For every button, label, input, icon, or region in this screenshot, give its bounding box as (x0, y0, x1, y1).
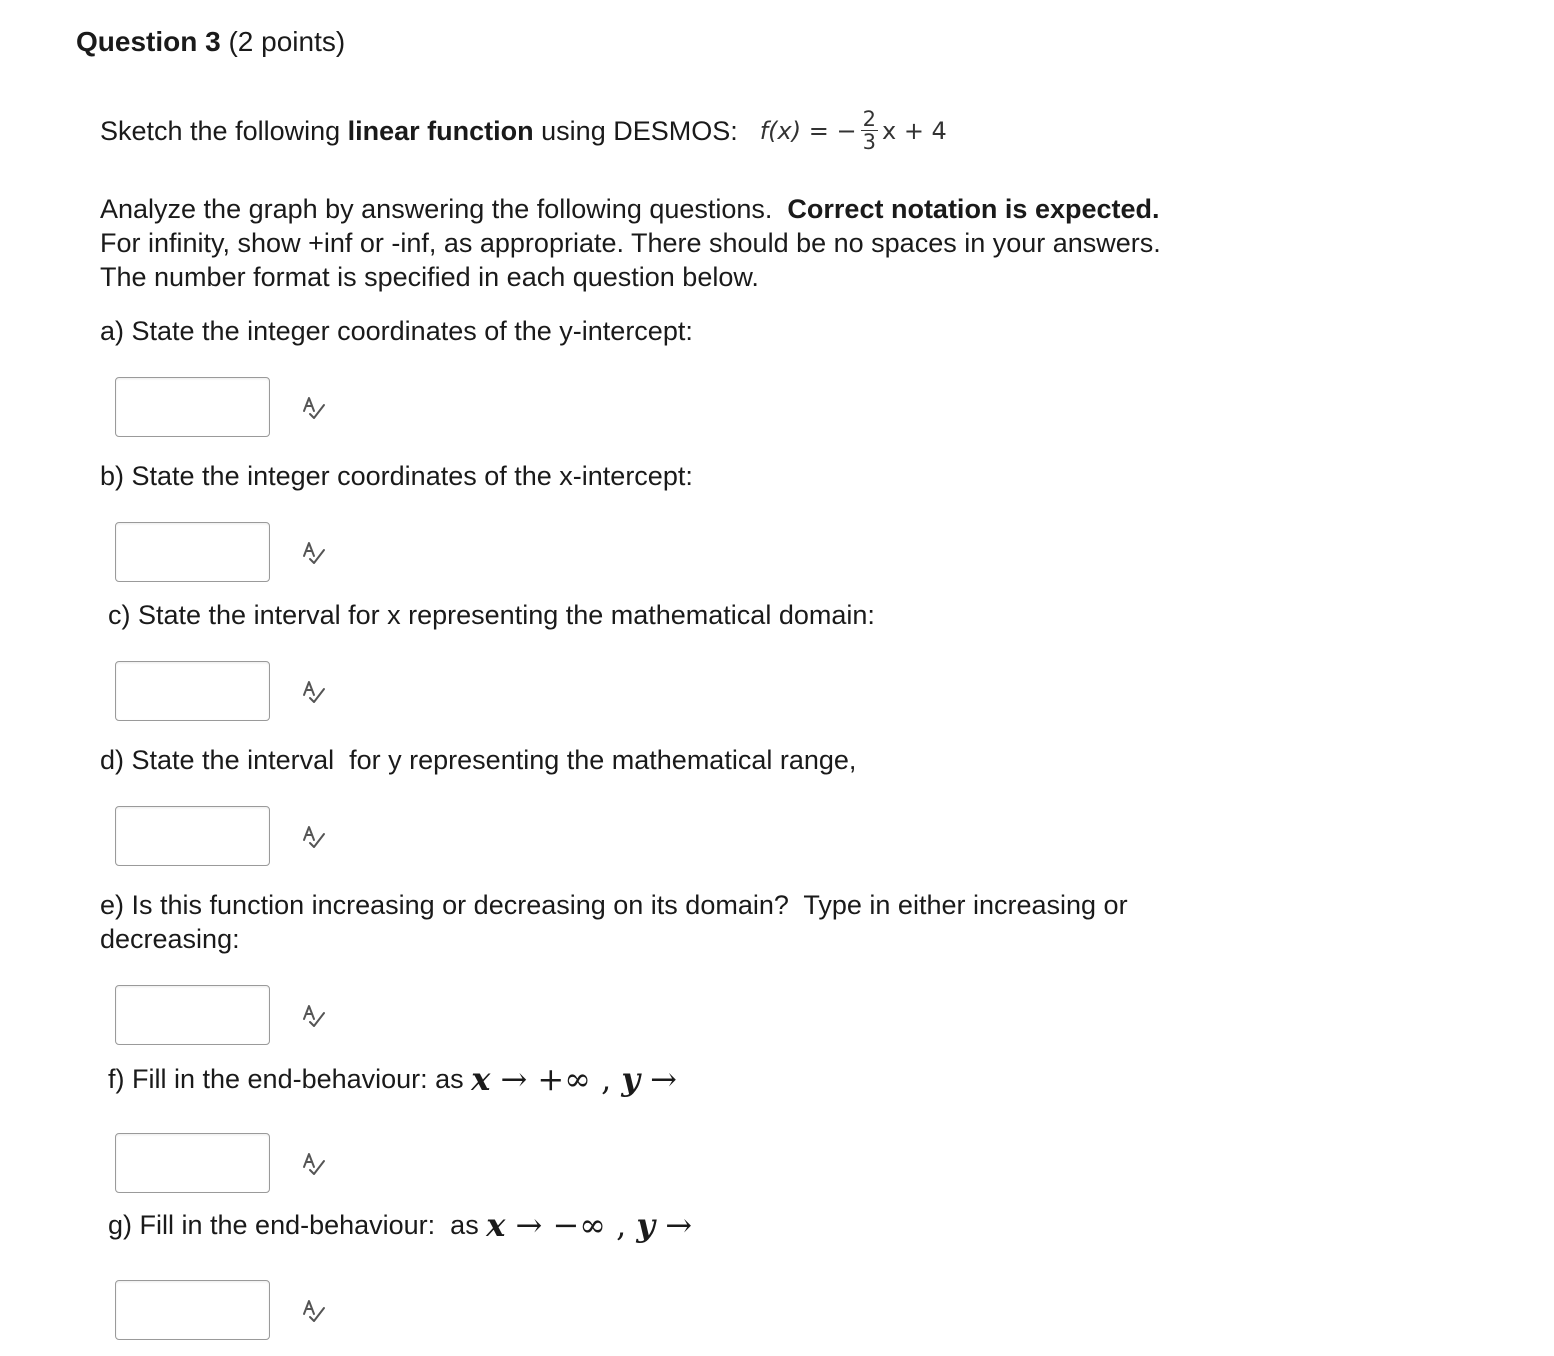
question-title (76, 24, 345, 60)
question-a-text: a) State the integer coordinates of the y-intercept: (100, 316, 693, 346)
math-arrow: → (655, 1206, 692, 1244)
math-var-y: y (636, 1206, 656, 1244)
question-c-text: c) State the interval for x representing the mathematical domain: (108, 600, 875, 630)
math-arrow: → (505, 1206, 553, 1244)
math-arrow: → (490, 1060, 538, 1098)
formula-denominator: 3 (862, 130, 876, 154)
intro-prefix: Sketch the following (100, 115, 348, 146)
instructions-part2: For infinity, show +inf or -inf, as appropriate. There should be no spaces in your answers. The number format is specified in each question below. (100, 194, 1176, 292)
math-comma: , (605, 1206, 637, 1244)
question-number: Question 3 (76, 26, 221, 57)
math-infinity: +∞ (537, 1060, 591, 1098)
question-g-text (108, 1208, 692, 1242)
spellcheck-icon[interactable] (300, 823, 328, 851)
spellcheck-icon[interactable] (300, 1002, 328, 1030)
spellcheck-icon[interactable] (300, 539, 328, 567)
math-infinity: −∞ (552, 1206, 606, 1244)
intro-line (100, 108, 947, 153)
math-arrow: → (640, 1060, 677, 1098)
math-var-x: x (486, 1206, 506, 1244)
answer-b-input[interactable] (115, 522, 270, 582)
instructions-bold: Correct notation is expected. (787, 194, 1160, 224)
question-g-math (486, 1208, 692, 1242)
question-f-text (108, 1062, 677, 1096)
spellcheck-icon[interactable] (300, 1297, 328, 1325)
formula-fraction (861, 108, 878, 153)
question-b-text: b) State the integer coordinates of the x-intercept: (100, 461, 693, 491)
instructions-paragraph (100, 192, 1180, 294)
question-f-math (471, 1062, 677, 1096)
answer-d-input[interactable] (115, 806, 270, 866)
answer-c-input[interactable] (115, 661, 270, 721)
instructions-part1: Analyze the graph by answering the following questions. (100, 194, 788, 224)
formula-rest: x + 4 (881, 116, 947, 145)
answer-a-input[interactable] (115, 377, 270, 437)
math-var-y: y (621, 1060, 640, 1098)
function-formula (760, 108, 947, 153)
question-d-text: d) State the interval for y representing the mathematical range, (100, 745, 857, 775)
formula-lhs: f(x) (759, 116, 802, 145)
math-var-x: x (471, 1060, 491, 1098)
question-f-label: f) Fill in the end-behaviour: as (108, 1064, 472, 1094)
answer-f-input[interactable] (115, 1133, 270, 1193)
question-g-label: g) Fill in the end-behaviour: as (108, 1210, 487, 1240)
spellcheck-icon[interactable] (300, 1150, 328, 1178)
spellcheck-icon[interactable] (300, 394, 328, 422)
spellcheck-icon[interactable] (300, 678, 328, 706)
formula-numerator: 2 (862, 107, 876, 131)
intro-bold: linear function (347, 115, 534, 146)
formula-equals: = − (801, 116, 857, 145)
intro-suffix: using DESMOS: (533, 115, 738, 146)
question-points: (2 points) (228, 26, 346, 57)
math-comma: , (590, 1060, 622, 1098)
answer-g-input[interactable] (115, 1280, 270, 1340)
question-e-text: e) Is this function increasing or decreasing on its domain? Type in either increasing or decreasing: (100, 890, 1136, 954)
answer-e-input[interactable] (115, 985, 270, 1045)
